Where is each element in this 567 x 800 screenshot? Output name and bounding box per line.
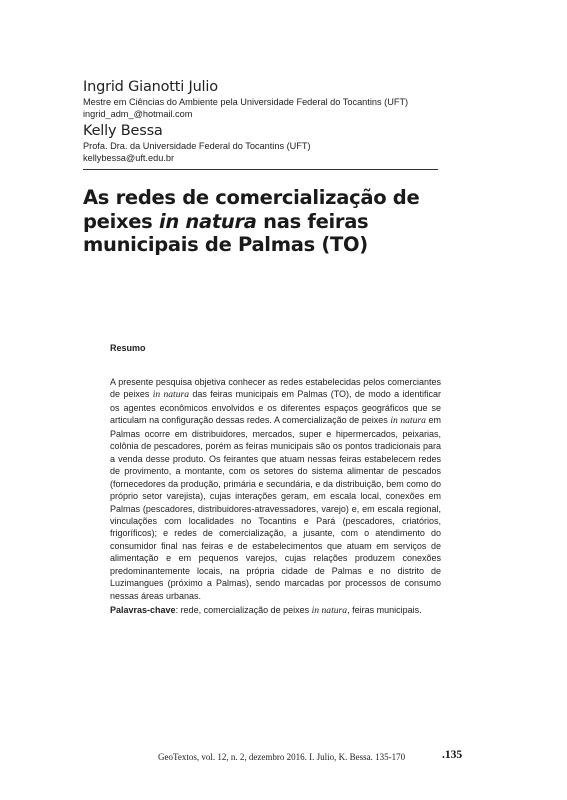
author-list [83,78,443,164]
author-entry [83,122,443,164]
paper-title [83,186,463,257]
page-number: .135 [442,749,463,761]
header-divider [83,169,438,170]
author-affiliation: Mestre em Ciências do Ambiente pela Universidade Federal do Tocantins (UFT) [83,97,409,107]
title-italic: in natura [158,209,257,233]
author-name: Kelly Bessa [83,123,163,139]
abstract-body [110,376,441,602]
author-affiliation: Profa. Dra. da Universidade Federal do Tocantins (UFT) [83,141,311,151]
keywords-text-end: , feiras municipais. [347,605,422,615]
author-entry [83,78,443,120]
abstract-italic: in natura [390,415,426,427]
footer-citation: GeoTextos, vol. 12, n. 2, dezembro 2016. I. Julio, K. Bessa. 135-170 [158,752,406,762]
author-name: Ingrid Gianotti Julio [83,79,218,95]
title-text-end: nas feiras municipais de Palmas (TO) [83,209,369,256]
abstract-text: das feiras municipais em Palmas (TO), de modo a identificar os agentes econômicos envolvidos e os diferentes espaços geográficos que se articulam na configuração dessas redes. A comercialização de peixes [110,389,441,426]
author-email: ingrid_adm_@hotmail.com [83,109,193,119]
author-email: kellybessa@uft.edu.br [83,153,175,163]
abstract-text: A presente pesquisa objetiva conhecer as redes estabelecidas pelos comerciantes de peixes [110,377,441,400]
abstract-italic: in natura [152,389,190,401]
title-text: As redes de comercialização de peixes [83,186,420,233]
keywords-text: : rede, comercialização de peixes [175,605,312,615]
keywords-italic: in natura [311,605,348,616]
keywords [110,604,441,617]
keywords-label: Palavras-chave [110,605,176,615]
abstract-text: em Palmas ocorre em distribuidores, mercados, super e hipermercados, peixarias, colônia de pescadores, porém as feiras municipais são os pontos tradicionais para a venda desse produto. Os feirantes que atuam nessas feiras estabelecem redes de provimento, a montante, com os setores do sistema alimentar de pescados (fornecedores da produção, primária e secundária, e da distribuição, bem como do próprio setor varejista), cujas interações geram, em escala local, conexões em Palmas (pescadores, distribuidores-atravessadores, varejo) e, em escala regional, vinculações com localidades no Tocantins e Pará (pescadores, criatórios, frigoríficos); e redes de comercialização, a jusante, com o atendimento do consumidor final nas feiras e de estabelecimentos que atuam em serviços de alimentação e em pequenos varejos, cujas relações produzem conexões predominantemente locais, na própria cidade de Palmas e no distrito de Luzimangues (próximo a Palmas), sendo marcadas por processos de consumo nessas áreas urbanas. [110,415,441,601]
abstract-heading: Resumo [110,343,146,353]
